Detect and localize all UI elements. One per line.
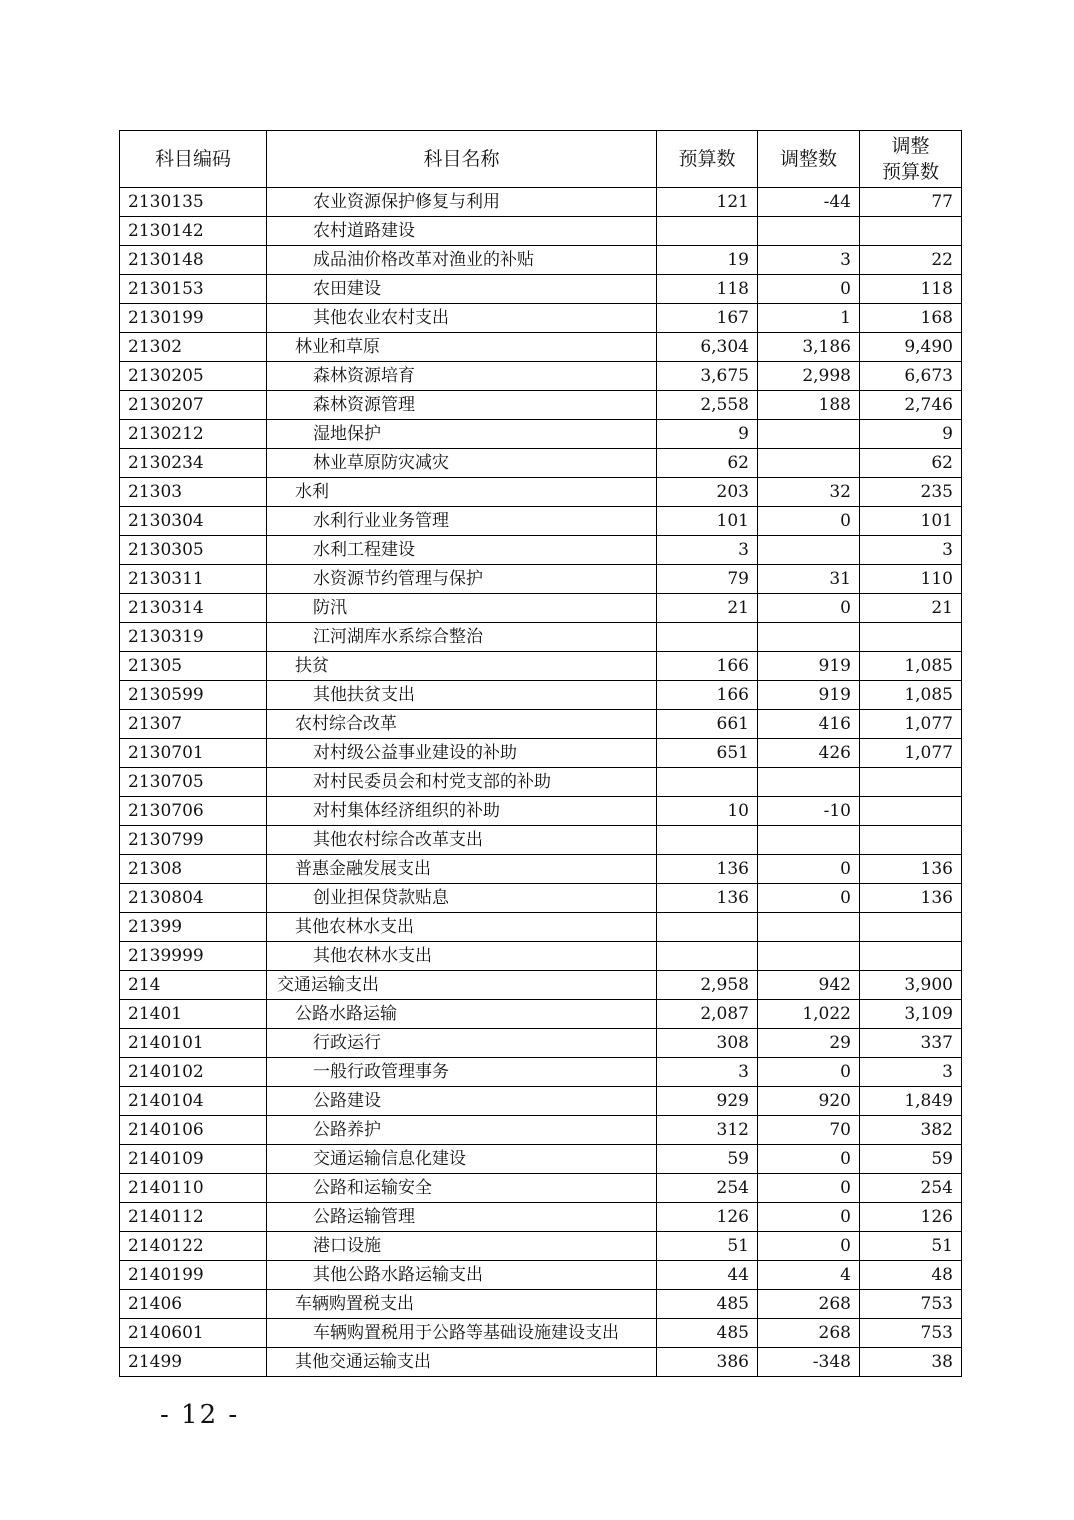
table-row: [120, 1319, 962, 1348]
cell-name: 其他农村综合改革支出: [267, 826, 657, 855]
cell-adjust: [758, 913, 860, 942]
cell-name: 其他公路水路运输支出: [267, 1261, 657, 1290]
cell-code: 2130599: [120, 681, 267, 710]
cell-code: 21307: [120, 710, 267, 739]
cell-adjust: 0: [758, 884, 860, 913]
cell-code: 21305: [120, 652, 267, 681]
cell-adjusted-budget: [860, 826, 962, 855]
cell-name: 其他交通运输支出: [267, 1348, 657, 1377]
header-adjusted-line2: 预算数: [881, 161, 939, 183]
cell-adjust: 70: [758, 1116, 860, 1145]
cell-adjust: [758, 449, 860, 478]
cell-adjusted-budget: 9,490: [860, 333, 962, 362]
cell-adjust: 942: [758, 971, 860, 1000]
cell-code: 2130706: [120, 797, 267, 826]
cell-name: 对村民委员会和村党支部的补助: [267, 768, 657, 797]
cell-name: 公路运输管理: [267, 1203, 657, 1232]
cell-name: 其他扶贫支出: [267, 681, 657, 710]
cell-name: 农田建设: [267, 275, 657, 304]
table-row: [120, 826, 962, 855]
cell-code: 2130148: [120, 246, 267, 275]
header-adjust: 调整数: [758, 131, 860, 188]
table-row: [120, 594, 962, 623]
cell-budget: [657, 623, 758, 652]
cell-adjusted-budget: 136: [860, 855, 962, 884]
cell-name: 森林资源培育: [267, 362, 657, 391]
cell-adjust: 416: [758, 710, 860, 739]
cell-adjust: 4: [758, 1261, 860, 1290]
cell-budget: 485: [657, 1290, 758, 1319]
table-row: [120, 855, 962, 884]
table-row: [120, 768, 962, 797]
cell-budget: 121: [657, 188, 758, 217]
table-row: [120, 565, 962, 594]
cell-adjusted-budget: 3: [860, 536, 962, 565]
cell-adjust: 0: [758, 1058, 860, 1087]
budget-table: [119, 130, 962, 1377]
table-row: [120, 1348, 962, 1377]
cell-adjusted-budget: 1,085: [860, 652, 962, 681]
cell-code: 2130799: [120, 826, 267, 855]
cell-code: 2140110: [120, 1174, 267, 1203]
table-row: [120, 797, 962, 826]
cell-adjust: -348: [758, 1348, 860, 1377]
cell-budget: 661: [657, 710, 758, 739]
cell-budget: 3: [657, 1058, 758, 1087]
table-row: [120, 478, 962, 507]
cell-budget: 10: [657, 797, 758, 826]
table-row: [120, 971, 962, 1000]
cell-code: 2130314: [120, 594, 267, 623]
cell-adjusted-budget: [860, 913, 962, 942]
cell-name: 其他农林水支出: [267, 913, 657, 942]
cell-budget: 9: [657, 420, 758, 449]
cell-budget: [657, 768, 758, 797]
cell-adjusted-budget: 168: [860, 304, 962, 333]
cell-budget: 118: [657, 275, 758, 304]
cell-budget: [657, 942, 758, 971]
table-row: [120, 188, 962, 217]
cell-adjusted-budget: 2,746: [860, 391, 962, 420]
cell-adjusted-budget: 62: [860, 449, 962, 478]
cell-name: 车辆购置税支出: [267, 1290, 657, 1319]
cell-name: 水利行业业务管理: [267, 507, 657, 536]
cell-adjusted-budget: 38: [860, 1348, 962, 1377]
cell-adjusted-budget: [860, 217, 962, 246]
cell-code: 21303: [120, 478, 267, 507]
cell-adjust: 0: [758, 1145, 860, 1174]
cell-adjusted-budget: 126: [860, 1203, 962, 1232]
cell-budget: 136: [657, 884, 758, 913]
cell-budget: 101: [657, 507, 758, 536]
table-row: [120, 710, 962, 739]
cell-adjust: -10: [758, 797, 860, 826]
cell-name: 对村级公益事业建设的补助: [267, 739, 657, 768]
cell-code: 21401: [120, 1000, 267, 1029]
cell-budget: 2,958: [657, 971, 758, 1000]
cell-adjust: -44: [758, 188, 860, 217]
cell-code: 2130207: [120, 391, 267, 420]
cell-code: 2140112: [120, 1203, 267, 1232]
cell-name: 行政运行: [267, 1029, 657, 1058]
cell-adjusted-budget: 1,077: [860, 739, 962, 768]
cell-name: 对村集体经济组织的补助: [267, 797, 657, 826]
table-row: [120, 507, 962, 536]
table-row: [120, 391, 962, 420]
cell-adjusted-budget: 22: [860, 246, 962, 275]
cell-adjusted-budget: 382: [860, 1116, 962, 1145]
cell-code: 2140122: [120, 1232, 267, 1261]
cell-code: 21406: [120, 1290, 267, 1319]
table-row: [120, 333, 962, 362]
cell-code: 2130135: [120, 188, 267, 217]
cell-code: 2140109: [120, 1145, 267, 1174]
cell-adjusted-budget: 3,900: [860, 971, 962, 1000]
table-row: [120, 884, 962, 913]
cell-budget: 79: [657, 565, 758, 594]
cell-code: 2130205: [120, 362, 267, 391]
cell-adjusted-budget: 6,673: [860, 362, 962, 391]
cell-budget: 19: [657, 246, 758, 275]
cell-code: 21308: [120, 855, 267, 884]
table-row: [120, 1058, 962, 1087]
table-body: [120, 188, 962, 1377]
cell-adjust: 0: [758, 1174, 860, 1203]
header-name: 科目名称: [267, 131, 657, 188]
cell-budget: 2,558: [657, 391, 758, 420]
header-budget: 预算数: [657, 131, 758, 188]
cell-code: 2130153: [120, 275, 267, 304]
table-header-row: [120, 131, 962, 188]
cell-name: 防汛: [267, 594, 657, 623]
cell-budget: [657, 913, 758, 942]
cell-adjust: 3: [758, 246, 860, 275]
cell-adjusted-budget: 59: [860, 1145, 962, 1174]
cell-name: 水利工程建设: [267, 536, 657, 565]
cell-adjusted-budget: 51: [860, 1232, 962, 1261]
cell-adjusted-budget: 753: [860, 1290, 962, 1319]
cell-adjusted-budget: 337: [860, 1029, 962, 1058]
cell-budget: 929: [657, 1087, 758, 1116]
cell-budget: 166: [657, 681, 758, 710]
cell-adjusted-budget: 1,849: [860, 1087, 962, 1116]
table-row: [120, 1290, 962, 1319]
table-row: [120, 942, 962, 971]
cell-budget: 136: [657, 855, 758, 884]
cell-adjust: 426: [758, 739, 860, 768]
cell-code: 2130705: [120, 768, 267, 797]
cell-name: 江河湖库水系综合整治: [267, 623, 657, 652]
cell-code: 2140101: [120, 1029, 267, 1058]
cell-name: 普惠金融发展支出: [267, 855, 657, 884]
cell-budget: 254: [657, 1174, 758, 1203]
cell-name: 水资源节约管理与保护: [267, 565, 657, 594]
header-adjusted-line1: 调整: [891, 135, 930, 157]
cell-adjusted-budget: 254: [860, 1174, 962, 1203]
cell-code: 21302: [120, 333, 267, 362]
cell-code: 2130212: [120, 420, 267, 449]
cell-adjusted-budget: 48: [860, 1261, 962, 1290]
cell-adjust: [758, 826, 860, 855]
cell-name: 森林资源管理: [267, 391, 657, 420]
cell-adjust: 0: [758, 507, 860, 536]
table-row: [120, 623, 962, 652]
table-row: [120, 1116, 962, 1145]
cell-budget: [657, 826, 758, 855]
cell-adjusted-budget: 118: [860, 275, 962, 304]
cell-adjusted-budget: 101: [860, 507, 962, 536]
table-row: [120, 420, 962, 449]
cell-adjust: 0: [758, 1232, 860, 1261]
table-row: [120, 1087, 962, 1116]
page-number: - 12 -: [160, 1400, 240, 1430]
cell-name: 农村道路建设: [267, 217, 657, 246]
cell-adjust: 1: [758, 304, 860, 333]
cell-budget: [657, 217, 758, 246]
cell-name: 交通运输支出: [267, 971, 657, 1000]
table-row: [120, 1000, 962, 1029]
cell-code: 2130701: [120, 739, 267, 768]
cell-code: 2130199: [120, 304, 267, 333]
table-row: [120, 681, 962, 710]
cell-adjusted-budget: 9: [860, 420, 962, 449]
table-row: [120, 1145, 962, 1174]
cell-name: 港口设施: [267, 1232, 657, 1261]
cell-name: 公路和运输安全: [267, 1174, 657, 1203]
cell-budget: 51: [657, 1232, 758, 1261]
cell-adjust: 32: [758, 478, 860, 507]
cell-name: 林业草原防灾减灾: [267, 449, 657, 478]
cell-adjusted-budget: [860, 623, 962, 652]
cell-adjust: 268: [758, 1319, 860, 1348]
cell-name: 农村综合改革: [267, 710, 657, 739]
cell-code: 214: [120, 971, 267, 1000]
cell-code: 2140106: [120, 1116, 267, 1145]
cell-code: 2139999: [120, 942, 267, 971]
cell-code: 2130305: [120, 536, 267, 565]
cell-name: 公路养护: [267, 1116, 657, 1145]
header-adjusted-budget: [860, 131, 962, 188]
table-row: [120, 1261, 962, 1290]
cell-name: 公路水路运输: [267, 1000, 657, 1029]
cell-code: 2140102: [120, 1058, 267, 1087]
cell-budget: 203: [657, 478, 758, 507]
cell-budget: 308: [657, 1029, 758, 1058]
cell-name: 其他农业农村支出: [267, 304, 657, 333]
cell-adjust: 188: [758, 391, 860, 420]
cell-code: 2140199: [120, 1261, 267, 1290]
cell-name: 交通运输信息化建设: [267, 1145, 657, 1174]
cell-budget: 651: [657, 739, 758, 768]
cell-adjust: 0: [758, 594, 860, 623]
cell-adjusted-budget: [860, 942, 962, 971]
cell-name: 水利: [267, 478, 657, 507]
cell-adjusted-budget: 77: [860, 188, 962, 217]
table-row: [120, 739, 962, 768]
cell-name: 车辆购置税用于公路等基础设施建设支出: [267, 1319, 657, 1348]
table-row: [120, 652, 962, 681]
cell-budget: 386: [657, 1348, 758, 1377]
cell-adjusted-budget: 110: [860, 565, 962, 594]
cell-adjusted-budget: 136: [860, 884, 962, 913]
cell-code: 2130804: [120, 884, 267, 913]
cell-adjust: 0: [758, 855, 860, 884]
cell-adjusted-budget: 753: [860, 1319, 962, 1348]
cell-name: 创业担保贷款贴息: [267, 884, 657, 913]
cell-adjusted-budget: [860, 768, 962, 797]
cell-budget: 2,087: [657, 1000, 758, 1029]
cell-adjusted-budget: 3: [860, 1058, 962, 1087]
cell-budget: 166: [657, 652, 758, 681]
table-row: [120, 275, 962, 304]
cell-adjust: [758, 768, 860, 797]
table-row: [120, 913, 962, 942]
cell-adjust: [758, 536, 860, 565]
cell-adjust: [758, 623, 860, 652]
cell-budget: 21: [657, 594, 758, 623]
cell-adjust: 919: [758, 681, 860, 710]
cell-code: 21499: [120, 1348, 267, 1377]
cell-budget: 312: [657, 1116, 758, 1145]
cell-name: 其他农林水支出: [267, 942, 657, 971]
table-row: [120, 536, 962, 565]
cell-adjust: 29: [758, 1029, 860, 1058]
cell-adjust: [758, 420, 860, 449]
cell-budget: 44: [657, 1261, 758, 1290]
cell-adjusted-budget: [860, 797, 962, 826]
cell-code: 2140601: [120, 1319, 267, 1348]
cell-adjust: 2,998: [758, 362, 860, 391]
cell-code: 21399: [120, 913, 267, 942]
table-row: [120, 246, 962, 275]
cell-adjust: 0: [758, 1203, 860, 1232]
cell-code: 2130304: [120, 507, 267, 536]
cell-budget: 3,675: [657, 362, 758, 391]
header-code: 科目编码: [120, 131, 267, 188]
table-row: [120, 1203, 962, 1232]
cell-adjust: 0: [758, 275, 860, 304]
cell-budget: 167: [657, 304, 758, 333]
cell-adjust: 1,022: [758, 1000, 860, 1029]
cell-adjusted-budget: 235: [860, 478, 962, 507]
cell-budget: 6,304: [657, 333, 758, 362]
cell-adjusted-budget: 3,109: [860, 1000, 962, 1029]
cell-adjust: [758, 942, 860, 971]
table-row: [120, 1174, 962, 1203]
cell-adjust: 31: [758, 565, 860, 594]
cell-adjust: [758, 217, 860, 246]
table-row: [120, 304, 962, 333]
cell-adjusted-budget: 21: [860, 594, 962, 623]
cell-code: 2130319: [120, 623, 267, 652]
table-row: [120, 362, 962, 391]
cell-name: 公路建设: [267, 1087, 657, 1116]
cell-adjust: 268: [758, 1290, 860, 1319]
cell-budget: 126: [657, 1203, 758, 1232]
cell-adjusted-budget: 1,077: [860, 710, 962, 739]
cell-budget: 62: [657, 449, 758, 478]
cell-code: 2130234: [120, 449, 267, 478]
cell-adjust: 919: [758, 652, 860, 681]
cell-adjust: 920: [758, 1087, 860, 1116]
cell-budget: 485: [657, 1319, 758, 1348]
cell-name: 林业和草原: [267, 333, 657, 362]
cell-name: 农业资源保护修复与利用: [267, 188, 657, 217]
cell-name: 一般行政管理事务: [267, 1058, 657, 1087]
cell-code: 2140104: [120, 1087, 267, 1116]
table-row: [120, 217, 962, 246]
cell-budget: 59: [657, 1145, 758, 1174]
cell-code: 2130311: [120, 565, 267, 594]
table-row: [120, 1232, 962, 1261]
cell-code: 2130142: [120, 217, 267, 246]
cell-budget: 3: [657, 536, 758, 565]
cell-adjusted-budget: 1,085: [860, 681, 962, 710]
table-row: [120, 1029, 962, 1058]
cell-name: 成品油价格改革对渔业的补贴: [267, 246, 657, 275]
cell-name: 湿地保护: [267, 420, 657, 449]
table-row: [120, 449, 962, 478]
cell-name: 扶贫: [267, 652, 657, 681]
cell-adjust: 3,186: [758, 333, 860, 362]
